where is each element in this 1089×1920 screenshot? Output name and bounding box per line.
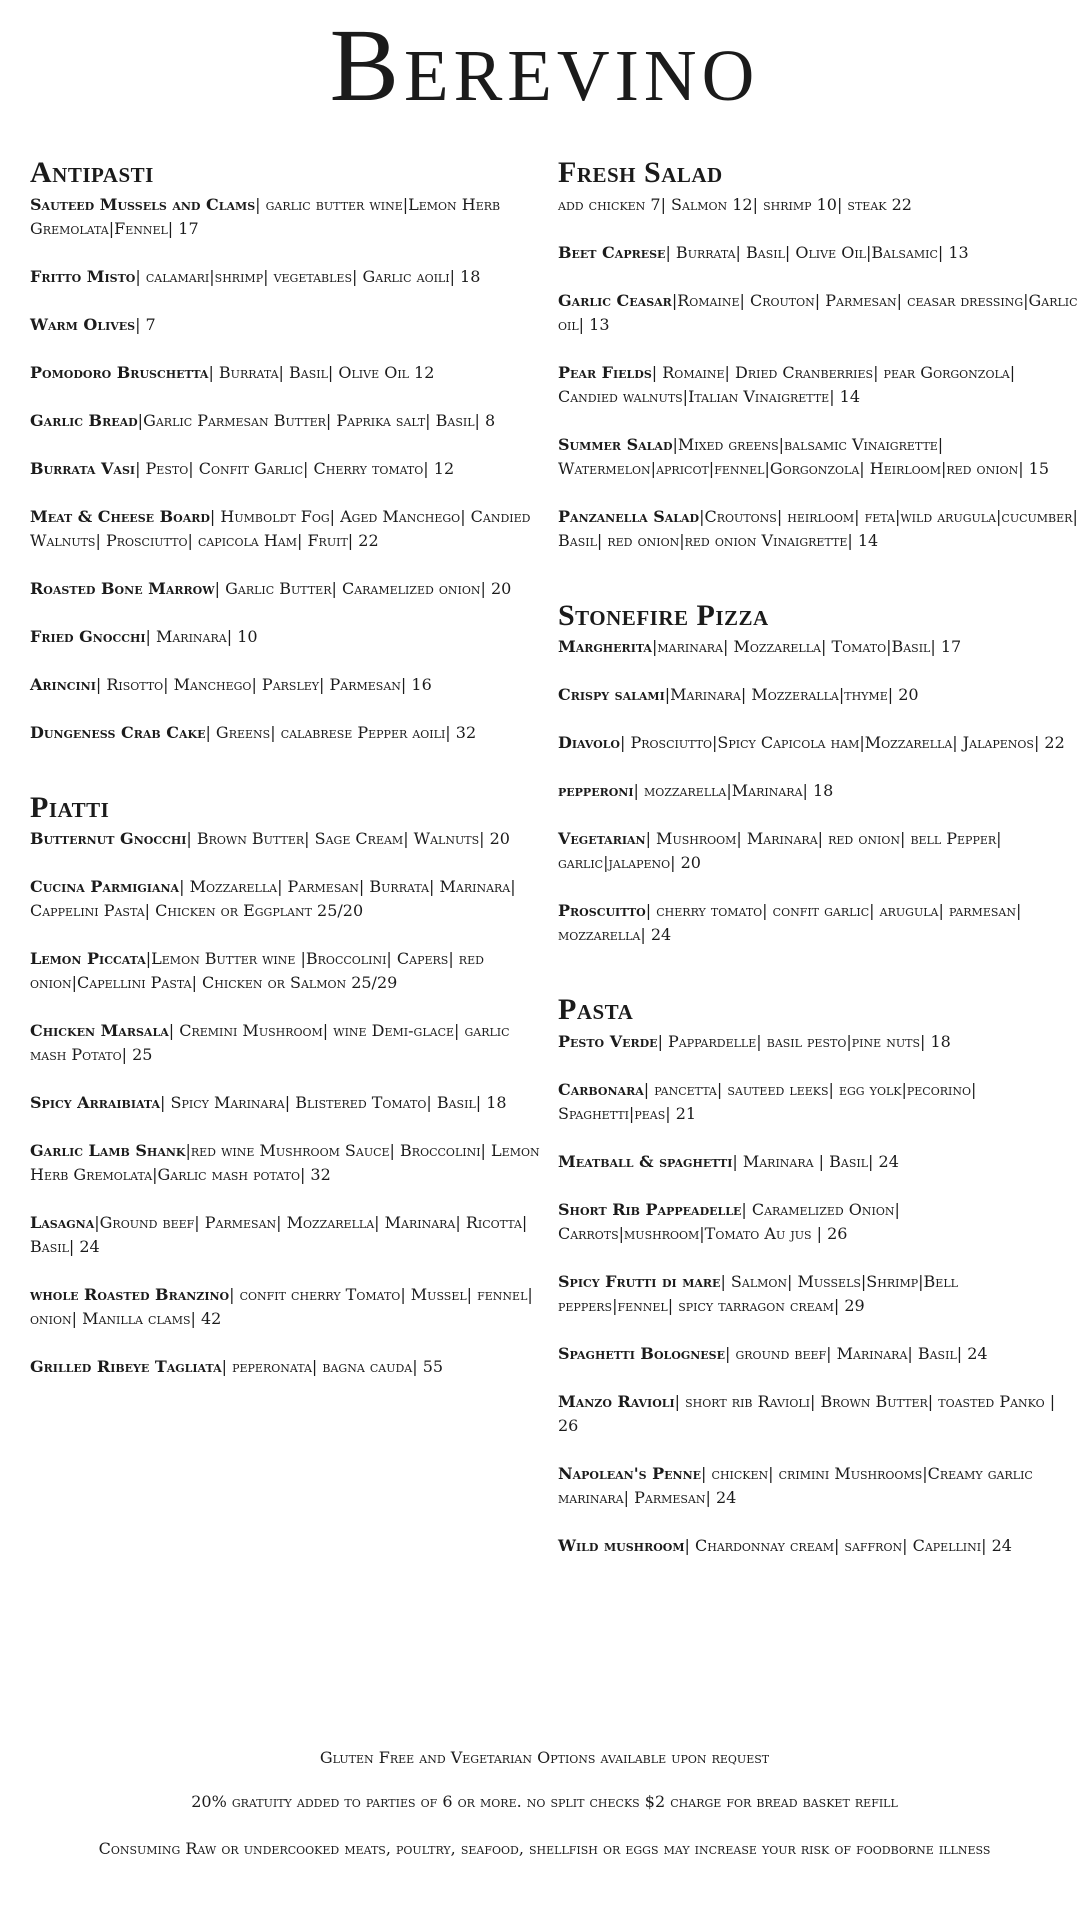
menu-item <box>30 1139 550 1187</box>
right-column <box>558 156 1078 1604</box>
menu-item-description: | Burrata| Basil| Olive Oil|Balsamic| 13 <box>665 242 969 262</box>
menu-item <box>30 875 550 923</box>
menu-item-description: | Pesto| Confit Garlic| Cherry tomato| 12 <box>135 458 455 478</box>
menu-item-description: | Romaine| Dried Cranberries| pear Gorgonzola| Candied walnuts|Italian Vinaigrette| 14 <box>558 362 1016 406</box>
menu-item-description: | Marinara| 10 <box>145 626 258 646</box>
menu-item <box>30 193 550 241</box>
menu-item-description: |Marinara| Mozzeralla|thyme| 20 <box>664 685 919 704</box>
menu-item-description: |Romaine| Crouton| Parmesan| ceasar dressing|Garlic oil| 13 <box>558 290 1078 334</box>
menu-item <box>30 313 550 337</box>
menu-item-name: Meatball & spaghetti <box>558 1151 733 1171</box>
menu-item-name: Fritto Misto <box>30 266 136 286</box>
menu-item-name: Vegetarian <box>558 829 646 848</box>
salad-addons-note: add chicken 7| Salmon 12| shrimp 10| steak 22 <box>558 194 912 214</box>
menu-item-description: | garlic butter wine|Lemon Herb Gremolata|Fennel| 17 <box>30 194 501 238</box>
antipasti-items <box>30 193 550 745</box>
menu-item-name: Sauteed Mussels and Clams <box>30 194 256 214</box>
menu-item <box>30 1211 550 1259</box>
menu-item-description: | Salmon| Mussels|Shrimp|Bell peppers|fennel| spicy tarragon cream| 29 <box>558 1271 958 1315</box>
menu-item-name: whole Roasted Branzino <box>30 1285 230 1304</box>
menu-item-name: Short Rib Pappeadelle <box>558 1199 742 1219</box>
menu-item-description: | Spicy Marinara| Blistered Tomato| Basil| 18 <box>160 1093 507 1112</box>
stonefire-pizza-section <box>558 599 1078 948</box>
menu-item <box>558 1270 1078 1318</box>
menu-item <box>30 577 550 601</box>
left-column <box>30 156 550 1425</box>
menu-item-description: | cherry tomato| confit garlic| arugula| parmesan| mozzarella| 24 <box>558 901 1022 944</box>
menu-item-name: Spicy Arraibiata <box>30 1093 161 1112</box>
stonefire-pizza-heading: Stonefire Pizza <box>558 598 769 632</box>
menu-item-description: | 7 <box>135 314 156 334</box>
menu-item-description: | mozzarella|Marinara| 18 <box>633 781 834 800</box>
menu-item <box>30 265 550 289</box>
menu-item <box>558 1390 1078 1438</box>
menu-item <box>30 361 550 385</box>
menu-item-description: | Chardonnay cream| saffron| Capellini| 24 <box>684 1535 1012 1555</box>
menu-item <box>558 827 1078 875</box>
menu-item-name: Garlic Bread <box>30 410 138 430</box>
menu-item-name: Manzo Ravioli <box>558 1391 675 1411</box>
menu-item-description: | chicken| crimini Mushrooms|Creamy garlic marinara| Parmesan| 24 <box>558 1463 1033 1507</box>
menu-item-description: | peperonata| bagna cauda| 55 <box>221 1357 444 1376</box>
menu-item <box>558 505 1078 553</box>
menu-item <box>558 433 1078 481</box>
stonefire-pizza-items <box>558 635 1078 947</box>
menu-item-name: Fried Gnocchi <box>30 626 146 646</box>
menu-item-name: Carbonara <box>558 1079 644 1099</box>
menu-item-name: Pesto Verde <box>558 1031 658 1051</box>
footer-gluten-free-note: Gluten Free and Vegetarian Options available upon request <box>319 1748 770 1767</box>
pasta-heading: Pasta <box>558 993 634 1026</box>
menu-item <box>30 1019 550 1067</box>
menu-item-description: | Brown Butter| Sage Cream| Walnuts| 20 <box>186 829 510 848</box>
piatti-heading: Piatti <box>30 790 110 824</box>
menu-item <box>558 289 1078 337</box>
fresh-salad-items <box>558 241 1078 553</box>
menu-item <box>558 361 1078 409</box>
menu-item-name: Spaghetti Bolognese <box>558 1343 726 1363</box>
fresh-salad-section <box>558 156 1078 553</box>
menu-item-name: Garlic Lamb Shank <box>30 1141 186 1160</box>
menu-item <box>558 1078 1078 1126</box>
pasta-section <box>558 993 1078 1558</box>
menu-item-name: Chicken Marsala <box>30 1021 169 1040</box>
menu-item-description: | Mushroom| Marinara| red onion| bell Pepper| garlic|jalapeno| 20 <box>558 829 1002 872</box>
menu-item-name: Diavolo <box>558 733 620 752</box>
menu-item-description: |Mixed greens|balsamic Vinaigrette| Watermelon|apricot|fennel|Gorgonzola| Heirloom|red onion| 15 <box>558 434 1050 478</box>
menu-item-description: |Croutons| heirloom| feta|wild arugula|cucumber| Basil| red onion|red onion Vinaigrette| 14 <box>558 506 1078 550</box>
menu-item-name: Burrata Vasi <box>30 458 136 478</box>
menu-item <box>558 1030 1078 1054</box>
piatti-items <box>30 827 550 1379</box>
menu-item <box>558 635 1078 659</box>
menu-item-description: | Burrata| Basil| Olive Oil 12 <box>208 362 435 382</box>
footer-notes <box>40 1746 1049 1860</box>
menu-item-name: Pomodoro Bruschetta <box>30 362 209 382</box>
menu-item-description: | Garlic Butter| Caramelized onion| 20 <box>214 578 512 598</box>
menu-item <box>30 827 550 851</box>
menu-item-description: | Caramelized Onion| Carrots|mushroom|Tomato Au jus | 26 <box>558 1199 900 1243</box>
menu-item-description: | short rib Ravioli| Brown Butter| toasted Panko | 26 <box>558 1391 1056 1435</box>
menu-item-name: Arincini <box>30 674 96 694</box>
menu-item <box>558 241 1078 265</box>
menu-item <box>30 409 550 433</box>
menu-item <box>558 683 1078 707</box>
menu-item <box>30 721 550 745</box>
menu-item-name: Warm Olives <box>30 314 136 334</box>
menu-item-name: Grilled Ribeye Tagliata <box>30 1357 222 1376</box>
menu-item-name: Cucina Parmigiana <box>30 877 180 896</box>
menu-item <box>30 1355 550 1379</box>
menu-item-description: |Lemon Butter wine |Broccolini| Capers| red onion|Capellini Pasta| Chicken or Salmon 25/29 <box>30 949 484 992</box>
menu-item-description: | Risotto| Manchego| Parsley| Parmesan| 16 <box>95 674 432 694</box>
menu-item-name: Dungeness Crab Cake <box>30 722 206 742</box>
menu-item <box>30 1091 550 1115</box>
menu-item <box>558 1150 1078 1174</box>
antipasti-heading: Antipasti <box>30 156 154 189</box>
menu-item <box>558 899 1078 947</box>
restaurant-title: Berevino <box>329 8 760 123</box>
menu-item-description: |Ground beef| Parmesan| Mozzarella| Marinara| Ricotta| Basil| 24 <box>30 1213 528 1256</box>
menu-item-description: | Marinara | Basil| 24 <box>732 1151 899 1171</box>
menu-item-description: | Mozzarella| Parmesan| Burrata| Marinara| Cappelini Pasta| Chicken or Eggplant 25/20 <box>30 877 516 920</box>
menu-item <box>30 673 550 697</box>
footer-gratuity-note: 20% gratuity added to parties of 6 or more. no split checks $2 charge for bread basket refill <box>191 1792 898 1811</box>
menu-item <box>558 779 1078 803</box>
menu-item <box>30 625 550 649</box>
menu-item-name: Lemon Piccata <box>30 949 146 968</box>
menu-item-description: |Garlic Parmesan Butter| Paprika salt| Basil| 8 <box>137 410 496 430</box>
footer-consumption-warning: Consuming Raw or undercooked meats, poultry, seafood, shellfish or eggs may increase your risk of foodborne illness <box>98 1839 991 1858</box>
menu-item <box>558 1198 1078 1246</box>
menu-item-name: Beet Caprese <box>558 242 666 262</box>
menu-item <box>30 1283 550 1331</box>
pasta-items <box>558 1030 1078 1558</box>
menu-item <box>30 947 550 995</box>
menu-item <box>558 1342 1078 1366</box>
menu-item-description: | Pappardelle| basil pesto|pine nuts| 18 <box>657 1031 951 1051</box>
menu-item-description: |red wine Mushroom Sauce| Broccolini| Lemon Herb Gremolata|Garlic mash potato| 32 <box>30 1141 540 1184</box>
piatti-section <box>30 791 550 1380</box>
menu-item-name: Spicy Frutti di mare <box>558 1271 721 1291</box>
menu-item-name: Roasted Bone Marrow <box>30 578 215 598</box>
menu-item <box>558 1462 1078 1510</box>
menu-item-description: | Greens| calabrese Pepper aoili| 32 <box>205 722 477 742</box>
menu-item <box>558 1534 1078 1558</box>
menu-item-description: |marinara| Mozzarella| Tomato|Basil| 17 <box>651 637 962 656</box>
fresh-salad-heading: Fresh Salad <box>558 156 723 189</box>
menu-item-name: Margherita <box>558 637 652 656</box>
menu-item <box>558 731 1078 755</box>
menu-item-description: | Humboldt Fog| Aged Manchego| Candied Walnuts| Prosciutto| capicola Ham| Fruit| 22 <box>30 506 531 550</box>
menu-item <box>30 505 550 553</box>
menu-item-name: Napolean's Penne <box>558 1463 702 1483</box>
menu-item-name: Crispy salami <box>558 685 665 704</box>
menu-item-description: | pancetta| sauteed leeks| egg yolk|pecorino| Spaghetti|peas| 21 <box>558 1079 977 1123</box>
menu-item <box>30 457 550 481</box>
menu-item-name: pepperoni <box>558 781 634 800</box>
menu-item-name: Garlic Ceasar <box>558 290 672 310</box>
menu-item-name: Proscuitto <box>558 901 646 920</box>
menu-item-name: Lasagna <box>30 1213 95 1232</box>
menu-item-name: Summer Salad <box>558 434 673 454</box>
menu-item-name: Pear Fields <box>558 362 652 382</box>
menu-item-description: | ground beef| Marinara| Basil| 24 <box>725 1343 988 1363</box>
menu-item-name: Wild mushroom <box>558 1535 685 1555</box>
menu-item-name: Panzanella Salad <box>558 506 700 526</box>
menu-item-description: | calamari|shrimp| vegetables| Garlic aoili| 18 <box>135 266 481 286</box>
menu-item-description: | Cremini Mushroom| wine Demi-glace| garlic mash Potato| 25 <box>30 1021 510 1064</box>
menu-item-name: Meat & Cheese Board <box>30 506 210 526</box>
menu-item-description: | confit cherry Tomato| Mussel| fennel| onion| Manilla clams| 42 <box>30 1285 533 1328</box>
menu-item-name: Butternut Gnocchi <box>30 829 187 848</box>
menu-item-description: | Prosciutto|Spicy Capicola ham|Mozzarella| Jalapenos| 22 <box>620 733 1065 752</box>
antipasti-section <box>30 156 550 745</box>
